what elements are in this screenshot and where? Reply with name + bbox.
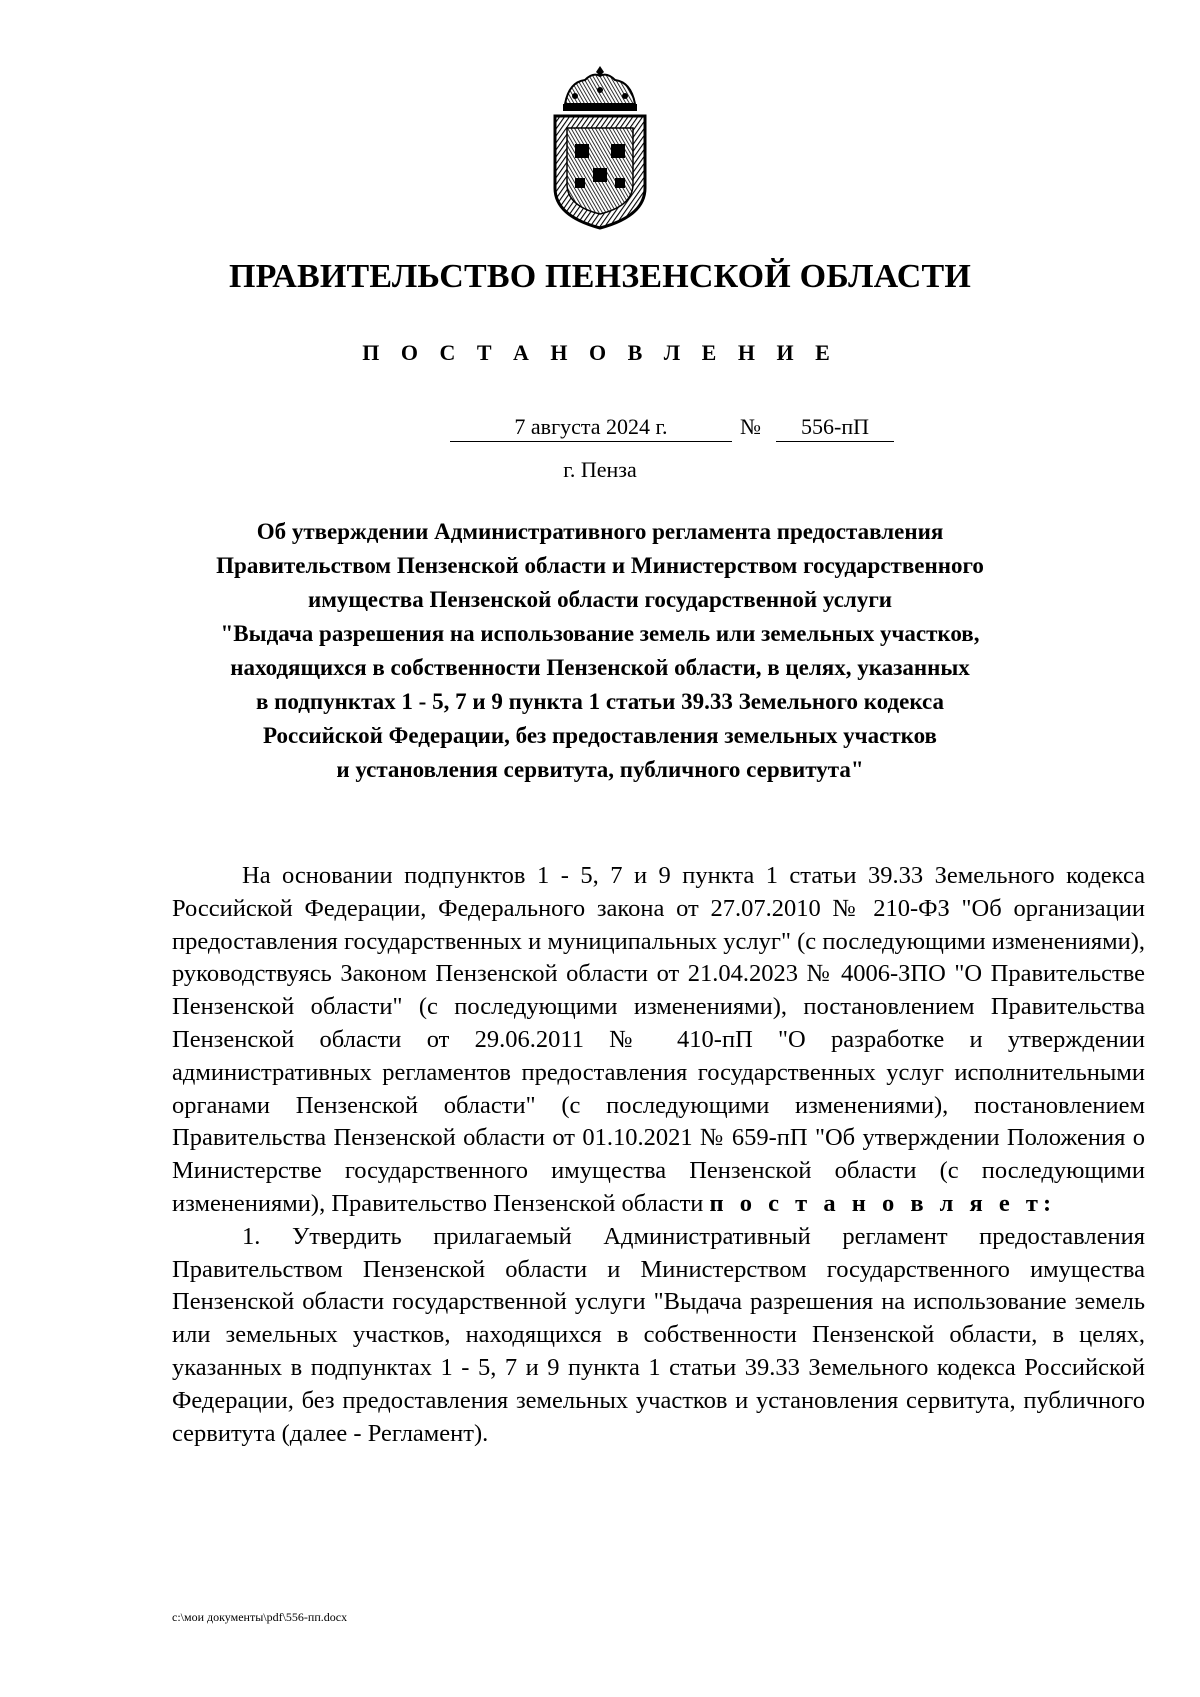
- document-date: 7 августа 2024 г.: [450, 414, 732, 442]
- decree-word: п о с т а н о в л я е т: [709, 1189, 1043, 1217]
- preamble-text: На основании подпунктов 1 - 5, 7 и 9 пункта 1 статьи 39.33 Земельного кодекса Российской Федерации, Федерального закона от 27.07.2010 № 210-ФЗ "Об организации предоставления государственных и муниципальных услуг" (с последующими изменениями), руководствуясь Законом Пензенской области от 21.04.2023 № 4006-ЗПО "О Правительстве Пензенской области" (с последующими изменениями), постановлением Правительства Пензенской области от 29.06.2011 № 410-пП "О разработке и утверждении административных регламентов предоставления государственных услуг исполнительными органами Пензенской области" (с последующими изменениями), постановлением Правительства Пензенской области от 01.10.2021 № 659-пП "Об утверждении Положения о Министерстве государственного имущества Пензенской области (с последующими изменениями), Правительство Пензенской области: [172, 862, 1145, 1217]
- subject-line: Российской Федерации, без предоставления земельных участков: [263, 723, 937, 748]
- subject-line: находящихся в собственности Пензенской области, в целях, указанных: [230, 655, 970, 680]
- document-kind: П О С Т А Н О В Л Е Н И Е: [362, 340, 838, 365]
- subject-line: "Выдача разрешения на использование земель или земельных участков,: [220, 621, 980, 646]
- document-number: 556-пП: [776, 414, 894, 442]
- subject-line: Правительством Пензенской области и Министерством государственного: [216, 553, 984, 578]
- subject-line: и установления сервитута, публичного сервитута": [336, 757, 864, 782]
- date-number-row: [450, 414, 900, 444]
- government-title: ПРАВИТЕЛЬСТВО ПЕНЗЕНСКОЙ ОБЛАСТИ: [228, 258, 971, 295]
- preamble-paragraph: [172, 860, 1145, 1221]
- number-sign: №: [740, 414, 761, 439]
- subject-line: Об утверждении Административного регламента предоставления: [256, 519, 944, 544]
- item-1-paragraph: 1. Утвердить прилагаемый Административный регламент предоставления Правительством Пензенской области и Министерством государственного имущества Пензенской области государственной услуги "Выдача разрешения на использование земель или земельных участков, находящихся в собственности Пензенской области, в целях, указанных в подпунктах 1 - 5, 7 и 9 пункта 1 статьи 39.33 Земельного кодекса Российской Федерации, без предоставления земельных участков и установления сервитута, публичного сервитута (далее - Регламент).: [172, 1222, 1145, 1447]
- footer-file-path: c:\мои документы\pdf\556-пп.docx: [172, 1610, 348, 1624]
- document-subject: [150, 515, 1050, 787]
- subject-line: в подпунктах 1 - 5, 7 и 9 пункта 1 статьи 39.33 Земельного кодекса: [255, 689, 945, 714]
- document-city: г. Пенза: [563, 457, 637, 482]
- penza-coat-of-arms-icon: [545, 60, 655, 232]
- document-body: [172, 860, 1145, 1450]
- decree-colon: :: [1042, 1189, 1052, 1217]
- subject-line: имущества Пензенской области государственной услуги: [307, 587, 893, 612]
